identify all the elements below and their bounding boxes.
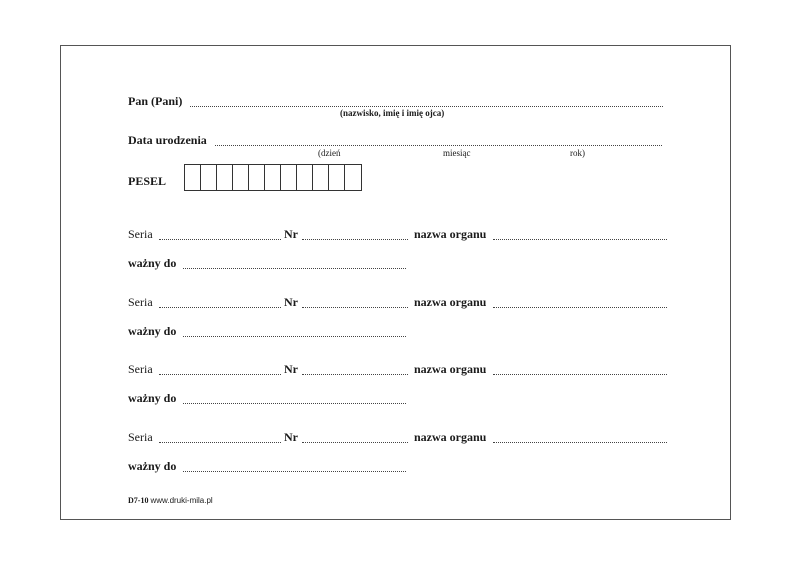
- pesel-digit-box[interactable]: [281, 165, 297, 190]
- organ-field[interactable]: [493, 239, 667, 240]
- valid-until-field[interactable]: [183, 403, 406, 404]
- month-hint: miesiąc: [443, 148, 471, 158]
- day-hint: (dzień: [318, 148, 341, 158]
- seria-field[interactable]: [159, 374, 281, 375]
- name-field[interactable]: [190, 106, 663, 107]
- seria-label: Seria: [128, 227, 153, 241]
- organ-field[interactable]: [493, 374, 667, 375]
- pesel-digit-box[interactable]: [297, 165, 313, 190]
- seria-field[interactable]: [159, 239, 281, 240]
- year-hint: rok): [570, 148, 585, 158]
- seria-label: Seria: [128, 430, 153, 444]
- nr-field[interactable]: [302, 374, 408, 375]
- pesel-digit-box[interactable]: [345, 165, 361, 190]
- seria-label: Seria: [128, 295, 153, 309]
- nr-label: Nr: [284, 362, 298, 376]
- nr-label: Nr: [284, 430, 298, 444]
- seria-field[interactable]: [159, 442, 281, 443]
- pesel-boxes: [184, 164, 362, 191]
- pesel-label: PESEL: [128, 174, 167, 188]
- nr-label: Nr: [284, 295, 298, 309]
- birth-date-label: Data urodzenia: [128, 133, 207, 147]
- name-hint: (nazwisko, imię i imię ojca): [340, 108, 445, 118]
- valid-until-label: ważny do: [128, 256, 177, 270]
- pesel-digit-box[interactable]: [201, 165, 217, 190]
- footer-code: D7-10: [128, 496, 149, 505]
- pesel-digit-box[interactable]: [185, 165, 201, 190]
- valid-until-label: ważny do: [128, 459, 177, 473]
- valid-until-label: ważny do: [128, 391, 177, 405]
- valid-until-field[interactable]: [183, 268, 406, 269]
- valid-until-label: ważny do: [128, 324, 177, 338]
- footer: [128, 496, 213, 505]
- valid-until-field[interactable]: [183, 471, 406, 472]
- organ-field[interactable]: [493, 307, 667, 308]
- organ-label: nazwa organu: [414, 362, 487, 376]
- pesel-digit-box[interactable]: [233, 165, 249, 190]
- pesel-digit-box[interactable]: [249, 165, 265, 190]
- nr-field[interactable]: [302, 239, 408, 240]
- organ-label: nazwa organu: [414, 295, 487, 309]
- nr-field[interactable]: [302, 307, 408, 308]
- pesel-digit-box[interactable]: [313, 165, 329, 190]
- pesel-digit-box[interactable]: [329, 165, 345, 190]
- seria-field[interactable]: [159, 307, 281, 308]
- pesel-digit-box[interactable]: [217, 165, 233, 190]
- organ-label: nazwa organu: [414, 430, 487, 444]
- pesel-digit-box[interactable]: [265, 165, 281, 190]
- nr-label: Nr: [284, 227, 298, 241]
- organ-label: nazwa organu: [414, 227, 487, 241]
- nr-field[interactable]: [302, 442, 408, 443]
- footer-url: www.druki-mila.pl: [150, 496, 213, 505]
- birth-date-field[interactable]: [215, 145, 662, 146]
- name-label: Pan (Pani): [128, 94, 183, 108]
- valid-until-field[interactable]: [183, 336, 406, 337]
- seria-label: Seria: [128, 362, 153, 376]
- organ-field[interactable]: [493, 442, 667, 443]
